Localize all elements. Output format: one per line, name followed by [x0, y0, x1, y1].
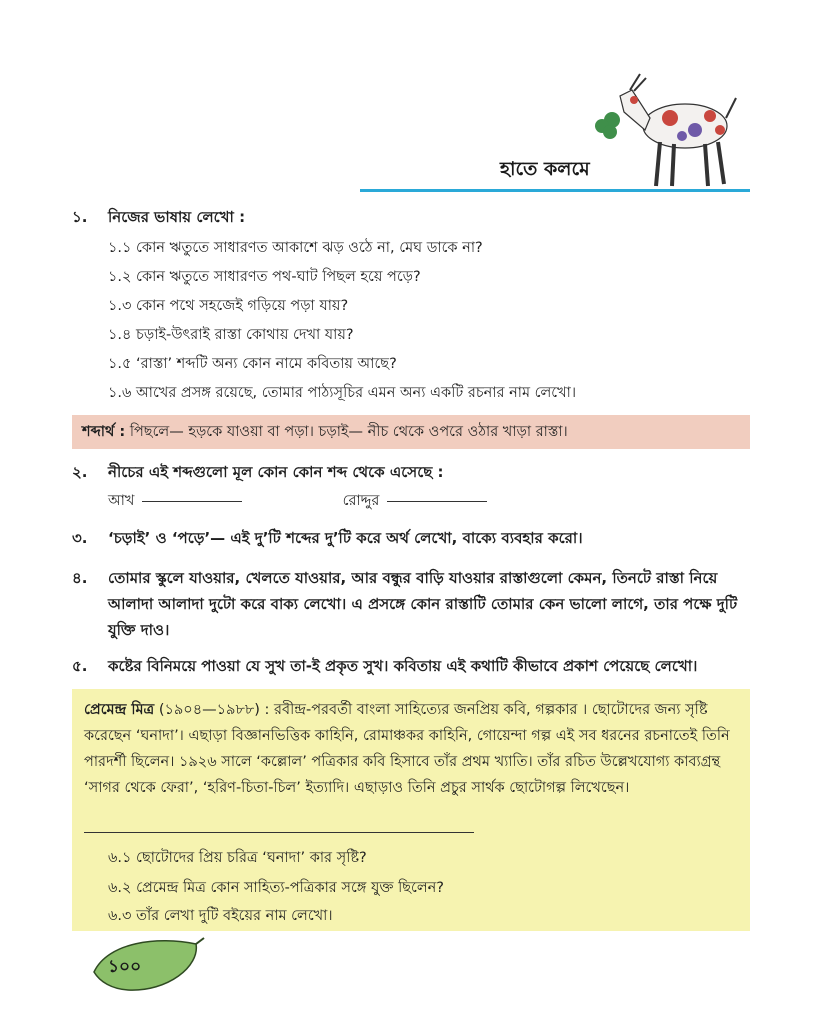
glossary — [82, 421, 568, 443]
sub-question: ১.৪ চড়াই-উৎরাই রাস্তা কোথায় দেখা যায়? — [108, 327, 354, 343]
bio-question: ৬.৩ তাঁর লেখা দুটি বইয়ের নাম লেখো। — [108, 908, 333, 924]
bio-question: ৬.১ ছোটোদের প্রিয় চরিত্র ‘ঘনাদা’ কার সৃষ্টি? — [108, 850, 367, 866]
sub-question: ১.৬ আখের প্রসঙ্গ রয়েছে, তোমার পাঠ্যসূচির এমন অন্য একটি রচনার নাম লেখো। — [108, 385, 577, 401]
question-text: নিজের ভাষায় লেখো : — [108, 208, 246, 226]
author-years: (১৯০৪—১৯৮৮) — [158, 702, 260, 718]
author-bio-text: : রবীন্দ্র-পরবর্তী বাংলা সাহিত্যের জনপ্রিয় কবি, গল্পকার । ছোটোদের জন্য সৃষ্টি করেছেন ‘ঘনাদা’। এছাড়া বিজ্ঞানভিত্তিক কাহিনি, রোমাঞ্চকর কাহিনি, গোয়েন্দা গল্প এই সব ধরনের রচনাতেই তিনি পারদর্শী ছিলেন। ১৯২৬ সালে ‘কল্লোল’ পত্রিকার কবি হিসাবে তাঁর প্রথম খ্যাতি। তাঁর রচিত উল্লেখযোগ্য কাব্যগ্রন্থ ‘সাগর থেকে ফেরা’, ‘হরিণ-চিতা-চিল’ ইত্যাদি। এছাড়াও তিনি প্রচুর সার্থক ছোটোগল্প লিখেছেন। — [84, 702, 730, 796]
divider — [84, 832, 474, 833]
page-number: ১০০ — [108, 957, 142, 977]
word-item — [343, 490, 488, 512]
question-4-text: তোমার স্কুলে যাওয়ার, খেলতে যাওয়ার, আর বন্ধুর বাড়ি যাওয়ার রাস্তাগুলো কেমন, তিনটে রাস্তা নিয়ে আলাদা আলাদা দুটো করে বাক্য লেখো। এ প্রসঙ্গে কোন রাস্তাটি তোমার কেন ভালো লাগে, তার পক্ষে দুটি যুক্তি দাও। — [108, 569, 738, 639]
question-3 — [72, 527, 752, 549]
question-text: নীচের এই শব্দগুলো মূল কোন কোন শব্দ থেকে এসেছে : — [108, 463, 444, 481]
answer-blank[interactable] — [142, 501, 242, 502]
word-row — [108, 490, 487, 512]
question-number: ২. — [72, 463, 88, 481]
sub-question: ১.৩ কোন পথে সহজেই গড়িয়ে পড়া যায়? — [108, 298, 349, 314]
question-1 — [72, 206, 672, 228]
title-rule — [360, 189, 750, 192]
sub-question: ১.৫ ‘রাস্তা’ শব্দটি অন্য কোন নামে কবিতায় আছে? — [108, 356, 397, 372]
question-number: ১. — [72, 208, 88, 226]
goat-illustration — [590, 68, 740, 192]
sub-question: ১.২ কোন ঋতুতে সাধারণত পথ-ঘাট পিছল হয়ে পড়ে? — [108, 269, 421, 285]
question-number: ৫. — [72, 657, 88, 675]
question-number: ৩. — [72, 529, 88, 547]
sub-question: ১.১ কোন ঋতুতে সাধারণত আকাশে ঝড় ওঠে না, মেঘ ডাকে না? — [108, 240, 483, 256]
question-2 — [72, 461, 722, 483]
answer-blank[interactable] — [387, 501, 487, 502]
word: রোদ্দুর — [342, 493, 380, 509]
word-item — [108, 490, 338, 512]
question-5 — [72, 655, 752, 677]
section-title: হাতে কলমে — [500, 158, 590, 180]
author-name: প্রেমেন্দ্র মিত্র — [84, 702, 155, 718]
bio-question: ৬.২ প্রেমেন্দ্র মিত্র কোন সাহিত্য-পত্রিকার সঙ্গে যুক্ত ছিলেন? — [108, 880, 444, 896]
glossary-text: পিছলে— হড়কে যাওয়া বা পড়া। চড়াই— নীচ থেকে ওপরে ওঠার খাড়া রাস্তা। — [129, 424, 568, 440]
question-number: ৪. — [72, 569, 88, 587]
glossary-label: শব্দার্থ : — [82, 424, 126, 440]
question-text: ‘চড়াই’ ও ‘পড়ে’— এই দু’টি শব্দের দু’টি করে অর্থ লেখো, বাক্যে ব্যবহার করো। — [108, 529, 583, 547]
leaf-icon — [88, 936, 208, 994]
author-bio — [84, 697, 744, 801]
word: আখ — [108, 493, 135, 509]
question-text: কষ্টের বিনিময়ে পাওয়া যে সুখ তা-ই প্রকৃত সুখ। কবিতায় এই কথাটি কীভাবে প্রকাশ পেয়েছে লেখো। — [108, 657, 698, 675]
